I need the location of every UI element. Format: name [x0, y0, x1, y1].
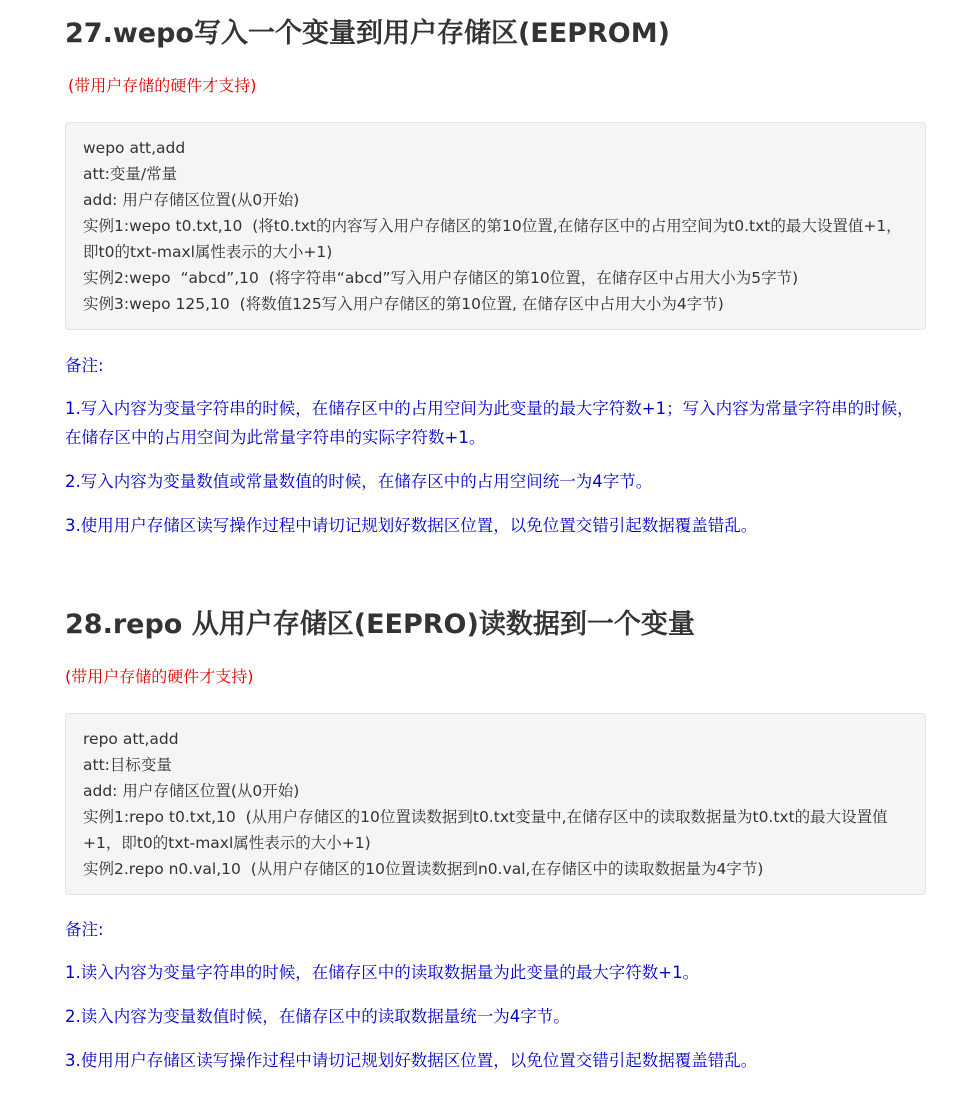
section-28-hardware-note: (带用户存储的硬件才支持) [65, 667, 254, 686]
section-27-remark-1: 1.写入内容为变量字符串的时候，在储存区中的占用空间为此变量的最大字符数+1；写入内容为常量字符串的时候，在储存区中的占用空间为此常量字符串的实际字符数+1。 [65, 399, 914, 447]
section-28-code-block [65, 713, 926, 895]
code-line: 实例1:wepo t0.txt,10 (将t0.txt的内容写入用户存储区的第10位置,在储存区中的占用空间为t0.txt的最大设置值+1，即t0的txt-maxl属性表示的大小+1) [83, 217, 902, 261]
section-27-title: 27.wepo写入一个变量到用户存储区(EEPROM) [65, 18, 670, 49]
section-28-remark-1: 1.读入内容为变量字符串的时候，在储存区中的读取数据量为此变量的最大字符数+1。 [65, 963, 700, 982]
code-line: 实例2.repo n0.val,10 (从用户存储区的10位置读数据到n0.val,在存储区中的读取数据量为4字节) [83, 860, 764, 878]
code-line: att:变量/常量 [83, 165, 178, 183]
code-line: 实例3:wepo 125,10 (将数值125写入用户存储区的第10位置, 在储存区中占用大小为4字节) [83, 295, 724, 313]
section-27-remark-2: 2.写入内容为变量数值或常量数值的时候，在储存区中的占用空间统一为4字节。 [65, 472, 653, 491]
section-27-code-block [65, 122, 926, 330]
code-line: add: 用户存储区位置(从0开始) [83, 782, 300, 800]
code-line: att:目标变量 [83, 756, 172, 774]
code-line: repo att,add [83, 730, 179, 748]
section-28-remarks-heading: 备注: [65, 920, 104, 939]
section-27-remarks-heading: 备注: [65, 356, 104, 375]
code-line: wepo att,add [83, 139, 186, 157]
code-line: add: 用户存储区位置(从0开始) [83, 191, 300, 209]
section-28-remark-3: 3.使用用户存储区读写操作过程中请切记规划好数据区位置，以免位置交错引起数据覆盖错乱。 [65, 1051, 758, 1070]
section-27-remark-3: 3.使用用户存储区读写操作过程中请切记规划好数据区位置，以免位置交错引起数据覆盖错乱。 [65, 516, 758, 535]
section-28-title: 28.repo 从用户存储区(EEPRO)读数据到一个变量 [65, 609, 695, 640]
section-28-remark-2: 2.读入内容为变量数值时候，在储存区中的读取数据量统一为4字节。 [65, 1007, 570, 1026]
code-line: 实例1:repo t0.txt,10 (从用户存储区的10位置读数据到t0.txt变量中,在储存区中的读取数据量为t0.txt的最大设置值+1，即t0的txt-maxl属性表示的大小+1) [83, 808, 888, 852]
section-27-hardware-note: (带用户存储的硬件才支持) [68, 76, 257, 95]
code-line: 实例2:wepo “abcd”,10 (将字符串“abcd”写入用户存储区的第10位置，在储存区中占用大小为5字节) [83, 269, 799, 287]
